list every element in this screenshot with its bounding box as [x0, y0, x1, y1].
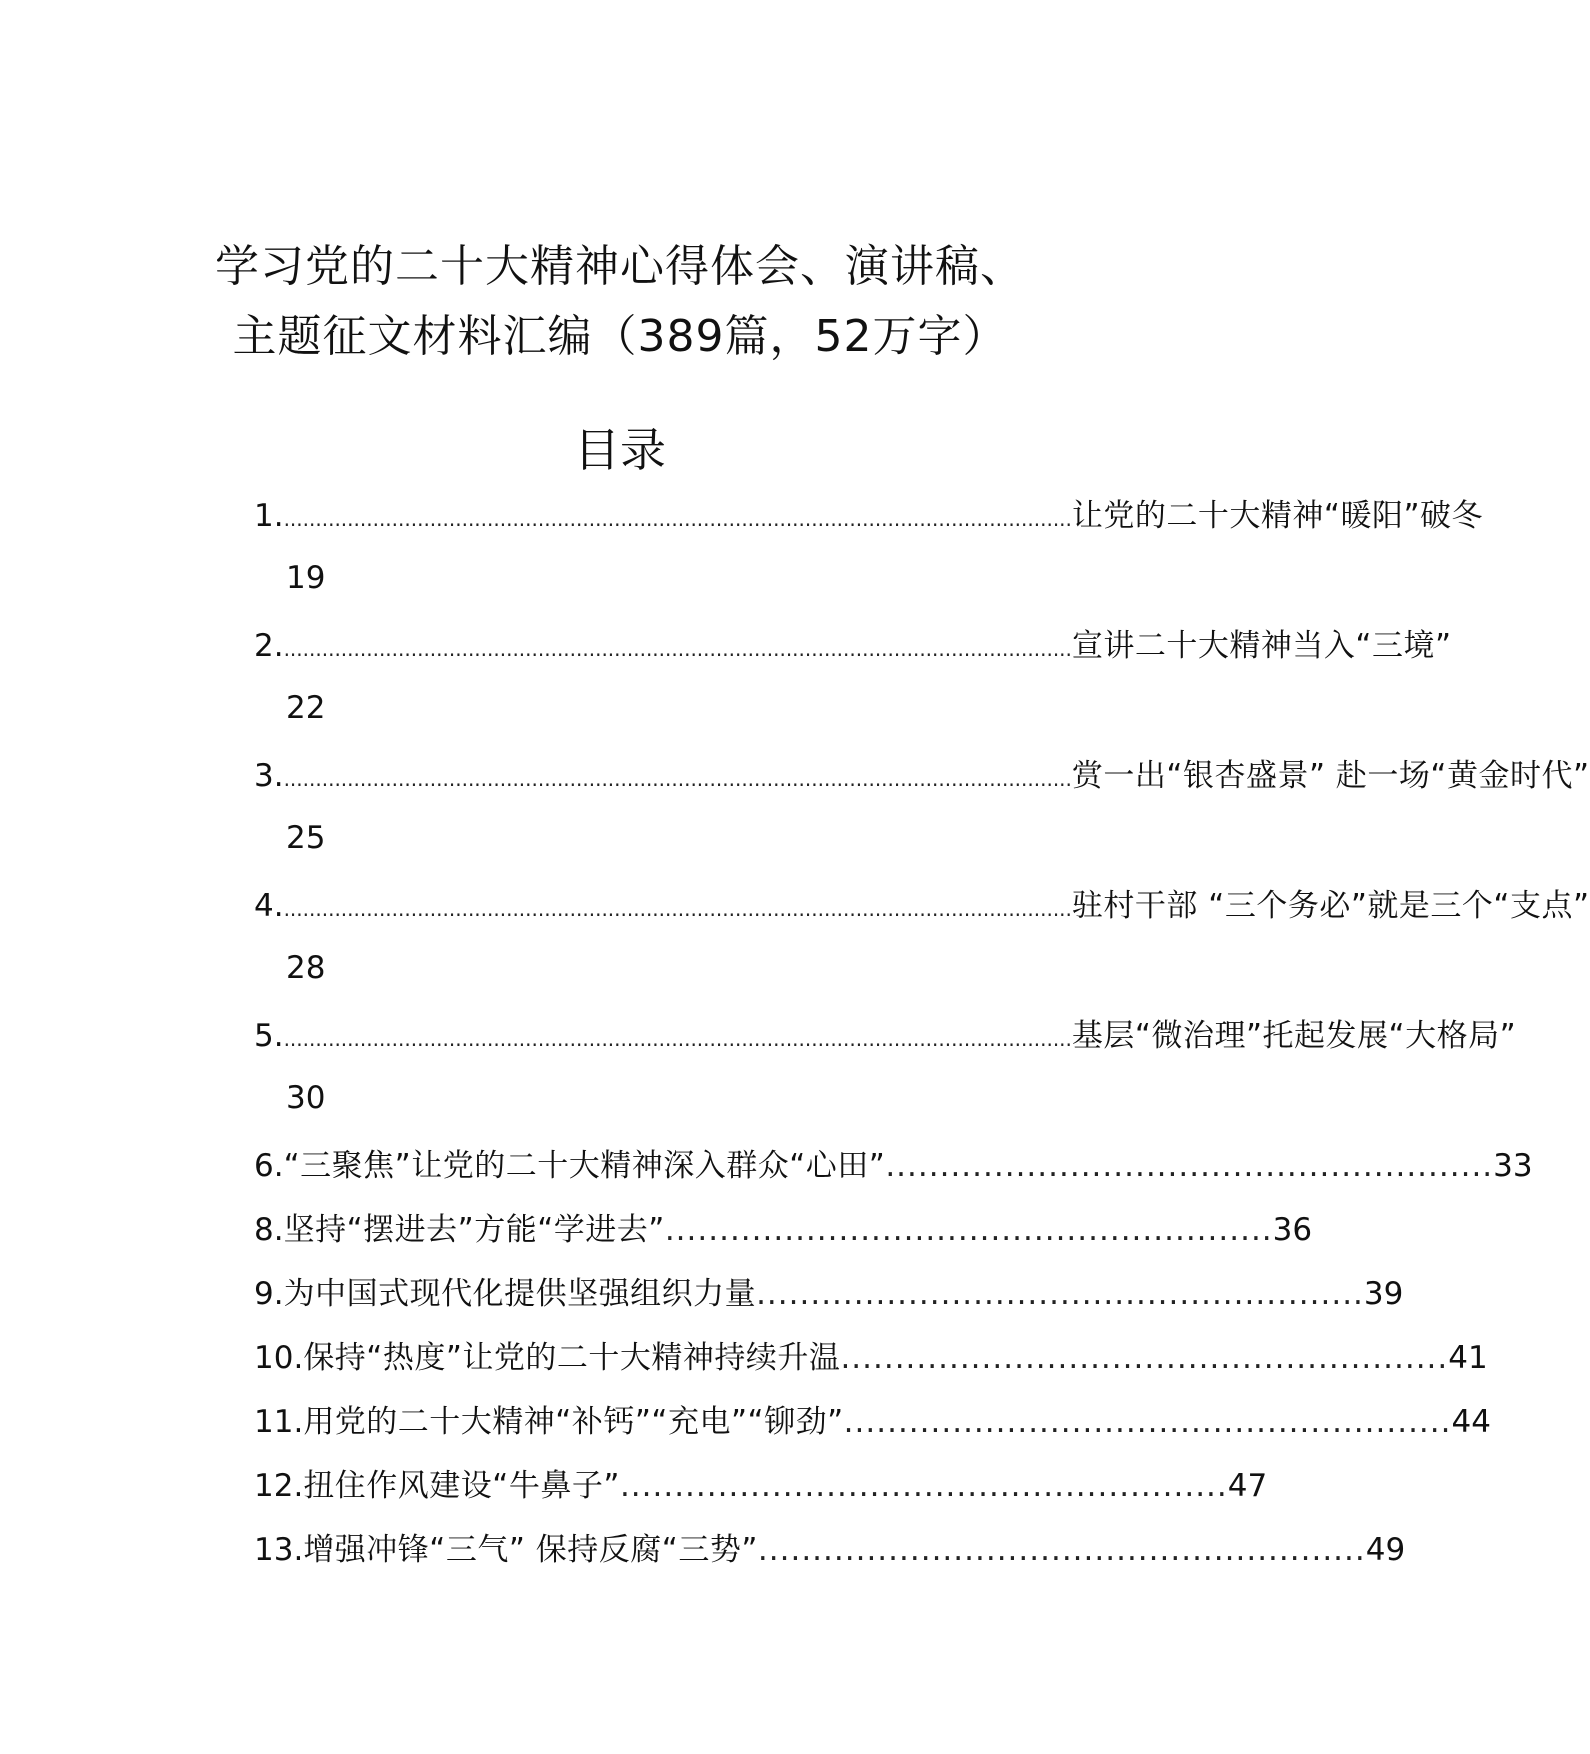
toc-entry[interactable] — [254, 1528, 1406, 1572]
toc-entry-page-number: 25 — [286, 820, 326, 856]
toc-entry-title: 增强冲锋“三气” 保持反腐“三势” — [303, 1532, 758, 1568]
toc-entry-number: 3. — [254, 758, 284, 794]
toc-leader-dots: ........................................................ — [843, 1404, 1452, 1440]
toc-entry-title: 赏一出“银杏盛景” 赴一场“黄金时代” — [1071, 758, 1590, 794]
toc-entry[interactable] — [254, 1336, 1488, 1380]
toc-entry-number: 8. — [254, 1212, 284, 1248]
toc-entry-number: 4. — [254, 888, 284, 924]
toc-leader-dots: ........................................................ — [664, 1212, 1273, 1248]
toc-entry-page-number: 33 — [1493, 1148, 1533, 1184]
toc-entry-number: 10. — [254, 1340, 304, 1376]
toc-entry-number: 2. — [254, 628, 284, 664]
toc-entry-page-number: 49 — [1365, 1532, 1406, 1568]
toc-entry[interactable] — [254, 1014, 1517, 1058]
toc-entry[interactable] — [254, 1400, 1491, 1444]
toc-entry-page-number: 41 — [1448, 1340, 1488, 1376]
toc-entry[interactable] — [254, 1144, 1533, 1188]
toc-entry-title: 用党的二十大精神“补钙”“充电”“铆劲” — [303, 1404, 844, 1440]
toc-entry-title: 宣讲二十大精神当入“三境” — [1071, 628, 1452, 664]
toc-entry-page-number: 19 — [286, 560, 326, 596]
document-title-line-1: 学习党的二十大精神心得体会、演讲稿、 — [215, 241, 1025, 292]
toc-leader-dots: ........................................................ — [756, 1276, 1364, 1312]
toc-entry-number: 12. — [254, 1468, 304, 1504]
document-title-line-2: 主题征文材料汇编（389篇，52万字） — [232, 311, 1008, 362]
toc-entry-page-number: 44 — [1451, 1404, 1491, 1440]
toc-entry-number: 9. — [254, 1276, 284, 1312]
toc-entry-number: 6. — [254, 1148, 284, 1184]
toc-entry[interactable] — [254, 1272, 1404, 1316]
toc-entry-title: 为中国式现代化提供坚强组织力量 — [283, 1276, 757, 1312]
toc-leader-dots: ........................................................ — [885, 1148, 1494, 1184]
toc-entry-page-number: 28 — [286, 950, 326, 986]
toc-entry-page-number: 47 — [1227, 1468, 1268, 1504]
toc-entry-title: 扭住作风建设“牛鼻子” — [303, 1468, 620, 1504]
toc-leader-dots: ........................................................ — [757, 1532, 1366, 1568]
toc-entry-number: 11. — [254, 1404, 304, 1440]
toc-entry[interactable] — [254, 1464, 1268, 1508]
toc-leader-dots: ............................................................................................................................ — [283, 767, 1072, 791]
toc-entry-title: 坚持“摆进去”方能“学进去” — [283, 1212, 665, 1248]
toc-heading: 目录 — [574, 423, 666, 477]
toc-entry-page-number: 36 — [1272, 1212, 1313, 1248]
toc-leader-dots: ............................................................................................................................ — [283, 637, 1072, 661]
table-of-contents — [254, 0, 1590, 1754]
toc-leader-dots: ........................................................ — [619, 1468, 1228, 1504]
toc-entry-page-number: 39 — [1363, 1276, 1404, 1312]
toc-entry[interactable] — [254, 494, 1484, 538]
toc-leader-dots: ............................................................................................................................ — [283, 1027, 1072, 1051]
toc-leader-dots: ........................................................ — [840, 1340, 1449, 1376]
toc-entry[interactable] — [254, 884, 1590, 928]
toc-entry-page-number: 30 — [286, 1080, 326, 1116]
toc-entry-title: 保持“热度”让党的二十大精神持续升温 — [303, 1340, 841, 1376]
toc-entry[interactable] — [254, 624, 1452, 668]
toc-entry-title: 让党的二十大精神“暖阳”破冬 — [1071, 498, 1484, 534]
toc-entry-page-number: 22 — [286, 690, 326, 726]
toc-entry-title: 基层“微治理”托起发展“大格局” — [1071, 1018, 1517, 1054]
toc-entry-number: 13. — [254, 1532, 304, 1568]
toc-entry[interactable] — [254, 754, 1590, 798]
toc-entry-title: 驻村干部 “三个务必”就是三个“支点” — [1071, 888, 1590, 924]
toc-entry-title: “三聚焦”让党的二十大精神深入群众“心田” — [283, 1148, 886, 1184]
toc-entry[interactable] — [254, 1208, 1313, 1252]
toc-leader-dots: ............................................................................................................................ — [283, 897, 1072, 921]
toc-entry-number: 5. — [254, 1018, 284, 1054]
toc-leader-dots: ............................................................................................................................ — [283, 507, 1072, 531]
toc-entry-number: 1. — [254, 498, 284, 534]
